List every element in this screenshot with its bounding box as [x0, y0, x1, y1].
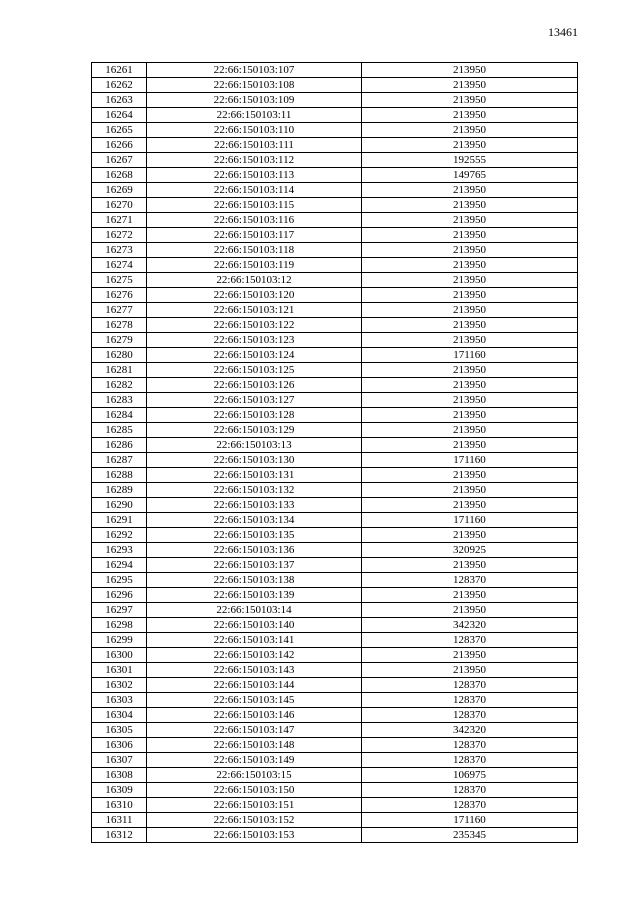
row-number: 16289: [92, 483, 147, 498]
table-row: [92, 108, 578, 123]
cadastral-number: 22:66:150103:109: [147, 93, 362, 108]
cadastral-number: 22:66:150103:15: [147, 768, 362, 783]
table-row: [92, 393, 578, 408]
row-number: 16275: [92, 273, 147, 288]
table-row: [92, 378, 578, 393]
cadastral-number: 22:66:150103:152: [147, 813, 362, 828]
cadastral-number: 22:66:150103:144: [147, 678, 362, 693]
value: 213950: [362, 78, 578, 93]
row-number: 16309: [92, 783, 147, 798]
cadastral-table: [91, 62, 578, 843]
cadastral-number: 22:66:150103:150: [147, 783, 362, 798]
value: 213950: [362, 438, 578, 453]
table-row: [92, 753, 578, 768]
row-number: 16280: [92, 348, 147, 363]
value: 213950: [362, 408, 578, 423]
row-number: 16267: [92, 153, 147, 168]
table-row: [92, 783, 578, 798]
row-number: 16302: [92, 678, 147, 693]
row-number: 16272: [92, 228, 147, 243]
row-number: 16284: [92, 408, 147, 423]
value: 213950: [362, 318, 578, 333]
value: 213950: [362, 63, 578, 78]
cadastral-number: 22:66:150103:149: [147, 753, 362, 768]
table-row: [92, 93, 578, 108]
row-number: 16278: [92, 318, 147, 333]
value: 128370: [362, 798, 578, 813]
table-row: [92, 543, 578, 558]
cadastral-number: 22:66:150103:114: [147, 183, 362, 198]
cadastral-number: 22:66:150103:13: [147, 438, 362, 453]
cadastral-number: 22:66:150103:119: [147, 258, 362, 273]
cadastral-number: 22:66:150103:153: [147, 828, 362, 843]
value: 128370: [362, 738, 578, 753]
value: 128370: [362, 573, 578, 588]
table-row: [92, 498, 578, 513]
table-row: [92, 813, 578, 828]
cadastral-number: 22:66:150103:111: [147, 138, 362, 153]
value: 192555: [362, 153, 578, 168]
cadastral-number: 22:66:150103:108: [147, 78, 362, 93]
table-row: [92, 723, 578, 738]
cadastral-number: 22:66:150103:142: [147, 648, 362, 663]
value: 320925: [362, 543, 578, 558]
cadastral-number: 22:66:150103:128: [147, 408, 362, 423]
table-row: [92, 483, 578, 498]
cadastral-number: 22:66:150103:125: [147, 363, 362, 378]
value: 128370: [362, 708, 578, 723]
cadastral-number: 22:66:150103:113: [147, 168, 362, 183]
value: 213950: [362, 468, 578, 483]
table-row: [92, 558, 578, 573]
table-row: [92, 648, 578, 663]
cadastral-number: 22:66:150103:116: [147, 213, 362, 228]
value: 213950: [362, 258, 578, 273]
cadastral-number: 22:66:150103:130: [147, 453, 362, 468]
value: 171160: [362, 813, 578, 828]
row-number: 16277: [92, 303, 147, 318]
value: 213950: [362, 378, 578, 393]
table-row: [92, 348, 578, 363]
table-row: [92, 828, 578, 843]
table-row: [92, 363, 578, 378]
row-number: 16292: [92, 528, 147, 543]
row-number: 16304: [92, 708, 147, 723]
value: 342320: [362, 723, 578, 738]
table-row: [92, 633, 578, 648]
cadastral-number: 22:66:150103:115: [147, 198, 362, 213]
row-number: 16286: [92, 438, 147, 453]
value: 213950: [362, 498, 578, 513]
row-number: 16263: [92, 93, 147, 108]
value: 149765: [362, 168, 578, 183]
row-number: 16294: [92, 558, 147, 573]
table-row: [92, 663, 578, 678]
value: 106975: [362, 768, 578, 783]
row-number: 16287: [92, 453, 147, 468]
table-row: [92, 138, 578, 153]
table-row: [92, 63, 578, 78]
page-number: 13461: [548, 25, 578, 39]
table-row: [92, 243, 578, 258]
cadastral-number: 22:66:150103:127: [147, 393, 362, 408]
value: 213950: [362, 603, 578, 618]
table-row: [92, 468, 578, 483]
cadastral-number: 22:66:150103:129: [147, 423, 362, 438]
value: 213950: [362, 333, 578, 348]
row-number: 16308: [92, 768, 147, 783]
cadastral-number: 22:66:150103:12: [147, 273, 362, 288]
row-number: 16306: [92, 738, 147, 753]
row-number: 16262: [92, 78, 147, 93]
value: 213950: [362, 273, 578, 288]
row-number: 16270: [92, 198, 147, 213]
row-number: 16300: [92, 648, 147, 663]
cadastral-number: 22:66:150103:123: [147, 333, 362, 348]
row-number: 16279: [92, 333, 147, 348]
table-row: [92, 678, 578, 693]
table-row: [92, 123, 578, 138]
value: 213950: [362, 288, 578, 303]
table-row: [92, 588, 578, 603]
row-number: 16271: [92, 213, 147, 228]
cadastral-number: 22:66:150103:121: [147, 303, 362, 318]
row-number: 16312: [92, 828, 147, 843]
row-number: 16276: [92, 288, 147, 303]
cadastral-number: 22:66:150103:148: [147, 738, 362, 753]
cadastral-number: 22:66:150103:143: [147, 663, 362, 678]
cadastral-number: 22:66:150103:135: [147, 528, 362, 543]
row-number: 16291: [92, 513, 147, 528]
value: 128370: [362, 783, 578, 798]
cadastral-number: 22:66:150103:124: [147, 348, 362, 363]
value: 213950: [362, 393, 578, 408]
table-row: [92, 708, 578, 723]
table-row: [92, 798, 578, 813]
cadastral-number: 22:66:150103:120: [147, 288, 362, 303]
row-number: 16293: [92, 543, 147, 558]
row-number: 16295: [92, 573, 147, 588]
cadastral-number: 22:66:150103:151: [147, 798, 362, 813]
cadastral-number: 22:66:150103:145: [147, 693, 362, 708]
table-row: [92, 168, 578, 183]
value: 213950: [362, 198, 578, 213]
value: 171160: [362, 453, 578, 468]
row-number: 16307: [92, 753, 147, 768]
cadastral-number: 22:66:150103:107: [147, 63, 362, 78]
table-row: [92, 528, 578, 543]
cadastral-number: 22:66:150103:131: [147, 468, 362, 483]
table-row: [92, 198, 578, 213]
row-number: 16290: [92, 498, 147, 513]
cadastral-number: 22:66:150103:140: [147, 618, 362, 633]
value: 213950: [362, 303, 578, 318]
row-number: 16282: [92, 378, 147, 393]
value: 128370: [362, 693, 578, 708]
value: 213950: [362, 363, 578, 378]
cadastral-number: 22:66:150103:132: [147, 483, 362, 498]
value: 235345: [362, 828, 578, 843]
table-row: [92, 438, 578, 453]
value: 213950: [362, 663, 578, 678]
row-number: 16274: [92, 258, 147, 273]
cadastral-number: 22:66:150103:14: [147, 603, 362, 618]
cadastral-number: 22:66:150103:136: [147, 543, 362, 558]
row-number: 16310: [92, 798, 147, 813]
table-row: [92, 303, 578, 318]
row-number: 16303: [92, 693, 147, 708]
table-row: [92, 183, 578, 198]
value: 128370: [362, 678, 578, 693]
table-row: [92, 618, 578, 633]
cadastral-number: 22:66:150103:112: [147, 153, 362, 168]
table-row: [92, 453, 578, 468]
cadastral-number: 22:66:150103:139: [147, 588, 362, 603]
table-row: [92, 573, 578, 588]
table-body: [92, 63, 578, 843]
row-number: 16298: [92, 618, 147, 633]
cadastral-number: 22:66:150103:122: [147, 318, 362, 333]
row-number: 16281: [92, 363, 147, 378]
value: 213950: [362, 558, 578, 573]
value: 213950: [362, 93, 578, 108]
table-row: [92, 78, 578, 93]
table-row: [92, 228, 578, 243]
row-number: 16269: [92, 183, 147, 198]
table-row: [92, 153, 578, 168]
cadastral-number: 22:66:150103:118: [147, 243, 362, 258]
value: 213950: [362, 648, 578, 663]
row-number: 16296: [92, 588, 147, 603]
value: 213950: [362, 138, 578, 153]
value: 213950: [362, 528, 578, 543]
value: 213950: [362, 213, 578, 228]
value: 213950: [362, 228, 578, 243]
cadastral-number: 22:66:150103:137: [147, 558, 362, 573]
cadastral-number: 22:66:150103:126: [147, 378, 362, 393]
table-row: [92, 603, 578, 618]
table-row: [92, 693, 578, 708]
table-row: [92, 738, 578, 753]
row-number: 16265: [92, 123, 147, 138]
table-row: [92, 408, 578, 423]
value: 128370: [362, 633, 578, 648]
cadastral-number: 22:66:150103:133: [147, 498, 362, 513]
cadastral-number: 22:66:150103:134: [147, 513, 362, 528]
cadastral-number: 22:66:150103:141: [147, 633, 362, 648]
row-number: 16301: [92, 663, 147, 678]
row-number: 16297: [92, 603, 147, 618]
table-row: [92, 273, 578, 288]
cadastral-number: 22:66:150103:117: [147, 228, 362, 243]
table-row: [92, 333, 578, 348]
table-row: [92, 258, 578, 273]
value: 171160: [362, 513, 578, 528]
table-row: [92, 213, 578, 228]
table-row: [92, 288, 578, 303]
row-number: 16273: [92, 243, 147, 258]
row-number: 16285: [92, 423, 147, 438]
value: 128370: [362, 753, 578, 768]
row-number: 16261: [92, 63, 147, 78]
value: 213950: [362, 183, 578, 198]
row-number: 16266: [92, 138, 147, 153]
table-row: [92, 768, 578, 783]
row-number: 16311: [92, 813, 147, 828]
cadastral-number: 22:66:150103:110: [147, 123, 362, 138]
row-number: 16299: [92, 633, 147, 648]
value: 171160: [362, 348, 578, 363]
table-row: [92, 513, 578, 528]
row-number: 16268: [92, 168, 147, 183]
value: 213950: [362, 123, 578, 138]
table-row: [92, 423, 578, 438]
cadastral-number: 22:66:150103:138: [147, 573, 362, 588]
value: 342320: [362, 618, 578, 633]
cadastral-number: 22:66:150103:147: [147, 723, 362, 738]
value: 213950: [362, 483, 578, 498]
row-number: 16305: [92, 723, 147, 738]
value: 213950: [362, 243, 578, 258]
row-number: 16283: [92, 393, 147, 408]
value: 213950: [362, 108, 578, 123]
value: 213950: [362, 588, 578, 603]
row-number: 16288: [92, 468, 147, 483]
row-number: 16264: [92, 108, 147, 123]
value: 213950: [362, 423, 578, 438]
cadastral-number: 22:66:150103:146: [147, 708, 362, 723]
table-row: [92, 318, 578, 333]
cadastral-number: 22:66:150103:11: [147, 108, 362, 123]
